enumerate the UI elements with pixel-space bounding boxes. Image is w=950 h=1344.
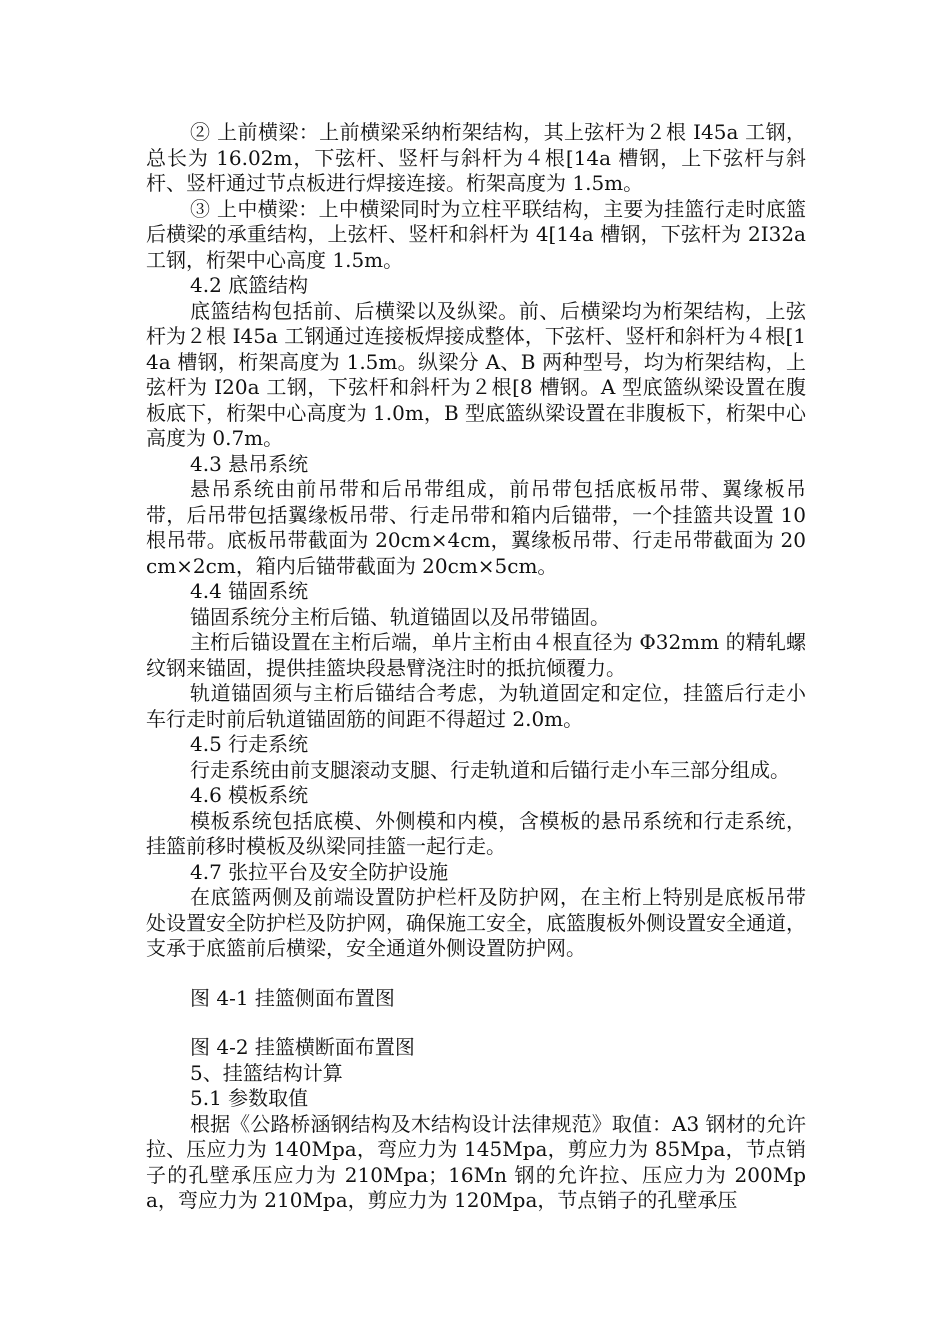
figure-caption-4-1: 图 4-1 挂篮侧面布置图: [190, 985, 395, 1010]
document-page: [146, 120, 806, 1214]
paragraph-upper-front-beam: ② 上前横梁：上前横梁采纳桁架结构，其上弦杆为２根 I45a 工钢，总长为 16.02m，下弦杆、竖杆与斜杆为４根[14a 槽钢，上下弦杆与斜杆、竖杆通过节点板进行焊接连接。桁架高度为 1.5m。: [146, 120, 806, 195]
paragraph-parameters: 根据《公路桥涵钢结构及木结构设计法律规范》取值：A3 钢材的允许拉、压应力为 140Mpa，弯应力为 145Mpa，剪应力为 85Mpa，节点销子的孔壁承压应力为 210Mpa；16Mn 钢的允许拉、压应力为 200Mpa，弯应力为 210Mpa，剪应力为 120Mpa，节点销子的孔壁承压: [146, 1111, 806, 1212]
paragraph-formwork-system: 模板系统包括底模、外侧模和内模，含模板的悬吊系统和行走系统，挂篮前移时模板及纵梁同挂篮一起行走。: [146, 808, 806, 858]
paragraph-bottom-basket: 底篮结构包括前、后横梁以及纵梁。前、后横梁均为桁架结构，上弦杆为２根 I45a 工钢通过连接板焊接成整体，下弦杆、竖杆和斜杆为４根[14a 槽钢，桁架高度为 1.5m。纵梁分 A、B 两种型号，均为桁架结构，上弦杆为 I20a 工钢，下弦杆和斜杆为２根[8 槽钢。A 型底篮纵梁设置在腹板底下，桁架中心高度为 1.0m，B 型底篮纵梁设置在非腹板下，桁架中心高度为 0.7m。: [146, 298, 806, 450]
section-heading-4-4: 4.4 锚固系统: [190, 579, 309, 603]
figure-caption-4-2: 图 4-2 挂篮横断面布置图: [190, 1035, 415, 1059]
section-heading-4-3: 4.3 悬吊系统: [190, 451, 309, 476]
paragraph-safety-facilities: 在底篮两侧及前端设置防护栏杆及防护网，在主桁上特别是底板吊带处设置安全防护栏及防护网，确保施工安全，底篮腹板外侧设置安全通道，支承于底篮前后横梁，安全通道外侧设置防护网。: [146, 885, 806, 960]
paragraph-walking-system: 行走系统由前支腿滚动支腿、行走轨道和后锚行走小车三部分组成。: [190, 757, 790, 782]
paragraph-upper-middle-beam: ③ 上中横梁：上中横梁同时为立柱平联结构，主要为挂篮行走时底篮后横梁的承重结构，上弦杆、竖杆和斜杆为 4[14a 槽钢，下弦杆为 2I32a 工钢，桁架中心高度 1.5m。: [146, 196, 806, 272]
section-heading-4-6: 4.6 模板系统: [190, 783, 309, 807]
paragraph-suspension-system: 悬吊系统由前吊带和后吊带组成，前吊带包括底板吊带、翼缘板吊带，后吊带包括翼缘板吊带、行走吊带和箱内后锚带，一个挂篮共设置 10 根吊带。底板吊带截面为 20cm×4cm，翼缘板吊带、行走吊带截面为 20cm×2cm，箱内后锚带截面为 20cm×5cm。: [146, 477, 806, 578]
section-heading-4-2: 4.2 底篮结构: [190, 273, 309, 297]
section-heading-4-7: 4.7 张拉平台及安全防护设施: [190, 859, 449, 884]
paragraph-anchoring-intro: 锚固系统分主桁后锚、轨道锚固以及吊带锚固。: [190, 604, 610, 629]
section-heading-4-5: 4.5 行走系统: [190, 732, 309, 756]
paragraph-main-truss-anchor: 主桁后锚设置在主桁后端，单片主桁由４根直径为 Φ32mm 的精轧螺纹钢来锚固，提供挂篮块段悬臂浇注时的抵抗倾覆力。: [146, 630, 806, 680]
section-heading-5-1: 5.1 参数取值: [190, 1086, 309, 1110]
spacer: [146, 962, 806, 986]
paragraph-track-anchor: 轨道锚固须与主桁后锚结合考虑，为轨道固定和定位，挂篮后行走小车行走时前后轨道锚固筋的间距不得超过 2.0m。: [146, 681, 806, 731]
spacer: [146, 1011, 806, 1035]
section-heading-5: 5、挂篮结构计算: [190, 1060, 343, 1085]
